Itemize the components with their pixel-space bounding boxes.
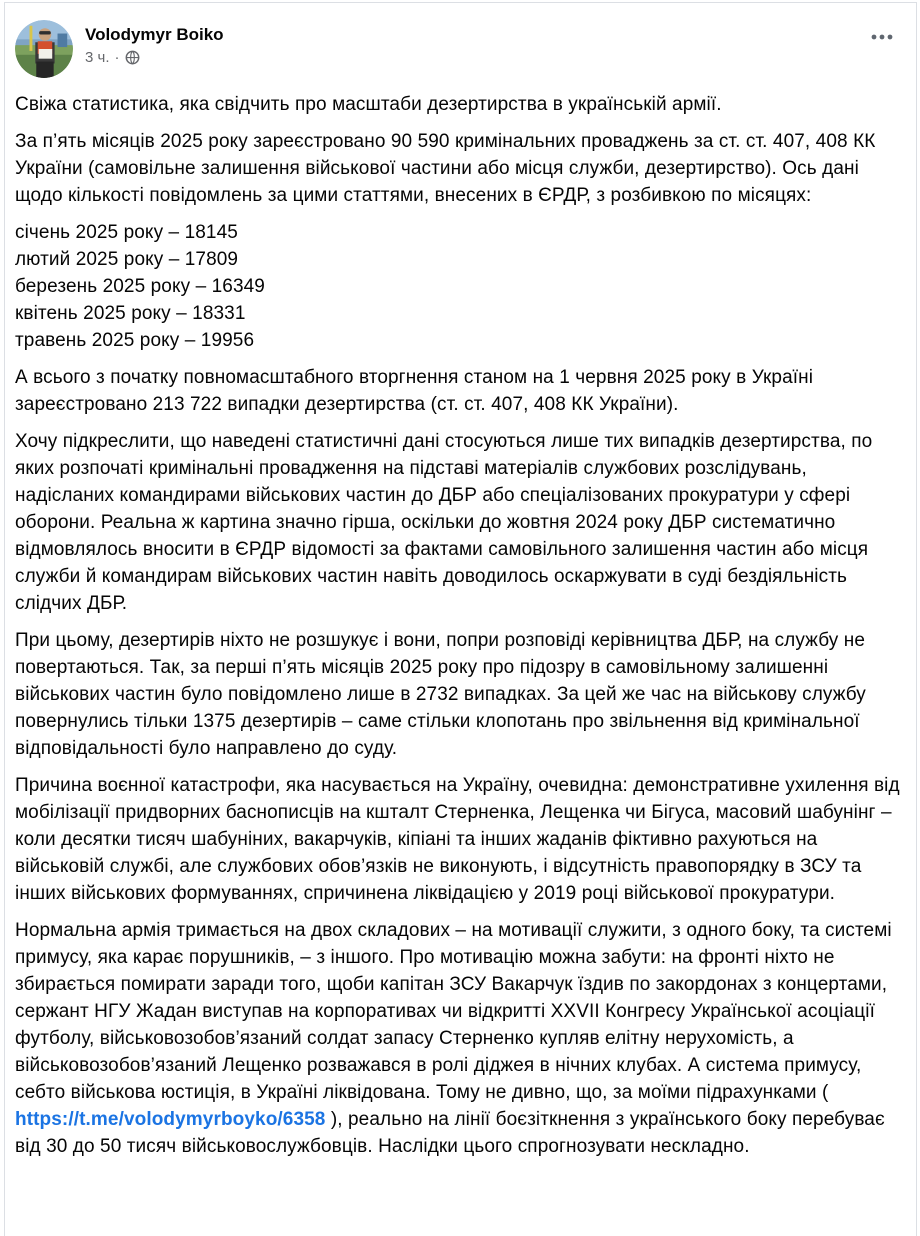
stat-line-april: квітень 2025 року – 18331 [15, 303, 246, 324]
stat-line-february: лютий 2025 року – 17809 [15, 249, 239, 270]
timestamp[interactable]: 3 ч. [85, 49, 110, 67]
post-paragraph-total: А всього з початку повномасштабного вторгнення станом на 1 червня 2025 року в Україні зареєстровано 213 722 випадки дезертирства (ст. ст. 407, 408 КК України). [15, 367, 814, 415]
final-paragraph-before: Нормальна армія тримається на двох складових – на мотивації служити, з одного боку, та системі примусу, яка карає порушників, – з іншого. Про мотивацію можна забути: на фронті ніхто не збирається помирати заради того, щоби капітан ЗСУ Вакарчук їздив по закордонах з концертами, сержант НГУ Жадан виступав на корпоративах чи відкритті XXVII Конгресу Української асоціації футболу, військовозобов’язаний солдат запасу Стерненко купляв елітну нерухомість, а військовозобов’язаний Лещенко розважався в ролі діджея в нічних клубах. А система примусу, себто військова юстиція, в Україні ліквідована. Тому не дивно, що, за моїми підрахунками ( [15, 920, 892, 1103]
stat-line-may: травень 2025 року – 19956 [15, 330, 255, 351]
post-paragraph-registered: За п’ять місяців 2025 року зареєстровано 90 590 кримінальних проваджень за ст. ст. 407, 408 КК України (самовільне залишення військової частини або місця служби, дезертирство). Ось дані щодо кількості повідомлень за цими статтями, внесених в ЄРДР, з розбивкою по місяцях: [15, 131, 876, 206]
post-paragraph-final [15, 917, 903, 1160]
post-paragraph-no-search: При цьому, дезертирів ніхто не розшукує і вони, попри розповіді керівництва ДБР, на службу не повертаються. Так, за перші п’ять місяців 2025 року про підозру в самовільному залишенні військових частин було повідомлено лише в 2732 випадках. За цей же час на військову службу повернулись тільки 1375 дезертирів – саме стільки клопотань про звільнення від кримінальної відповідальності було направлено до суду. [15, 630, 866, 759]
globe-icon [125, 50, 140, 65]
stat-line-march: березень 2025 року – 16349 [15, 276, 265, 297]
meta-separator: · [114, 49, 120, 67]
final-paragraph-after: ), реально на лінії боєзіткнення з українського боку перебуває від 30 до 50 тисяч військовослужбовців. Наслідки цього спрогнозувати нескладно. [15, 1109, 885, 1157]
post-meta [85, 49, 864, 66]
post-card [4, 2, 917, 1236]
profile-photo [15, 20, 73, 78]
post-options-button[interactable] [864, 20, 900, 55]
post-header [5, 3, 916, 78]
post-body [5, 78, 916, 1190]
avatar[interactable] [15, 20, 73, 78]
post-paragraph-intro: Свіжа статистика, яка свідчить про масштаби дезертирства в українській армії. [15, 94, 722, 115]
stat-line-january: січень 2025 року – 18145 [15, 222, 238, 243]
ellipsis-icon [870, 32, 894, 42]
post-paragraph-cause: Причина воєнної катастрофи, яка насувається на Україну, очевидна: демонстративне ухилення від мобілізації придворних баснописців на кшталт Стерненка, Лещенка чи Бігуса, масовий шабунінг – коли десятки тисяч шабуніних, вакарчуків, кіпіані та інших жаданів фіктивно рахуються на військовій службі, але службових обов’язків не виконують, і відсутність правопорядку в ЗСУ та інших військових формуваннях, спричинена ліквідацією у 2019 році військової прокуратури. [15, 775, 900, 904]
post-paragraph-clarification: Хочу підкреслити, що наведені статистичні дані стосуються лише тих випадків дезертирства, по яких розпочаті кримінальні провадження на підставі матеріалів службових розслідувань, надісланих командирами військових частин до ДБР або спеціалізованих прокуратури у сфері оборони. Реальна ж картина значно гірша, оскільки до жовтня 2024 року ДБР систематично відмовлялось вносити в ЄРДР відомості за фактами самовільного залишення частин або місця служби й командирам військових частин навіть доводилось оскаржувати в суді бездіяльність слідчих ДБР. [15, 431, 873, 614]
monthly-stats-list [15, 219, 903, 354]
author-name[interactable]: Volodymyr Boiko [85, 25, 224, 44]
header-text [85, 20, 864, 66]
telegram-link[interactable]: https://t.me/volodymyrboyko/6358 [15, 1109, 326, 1130]
